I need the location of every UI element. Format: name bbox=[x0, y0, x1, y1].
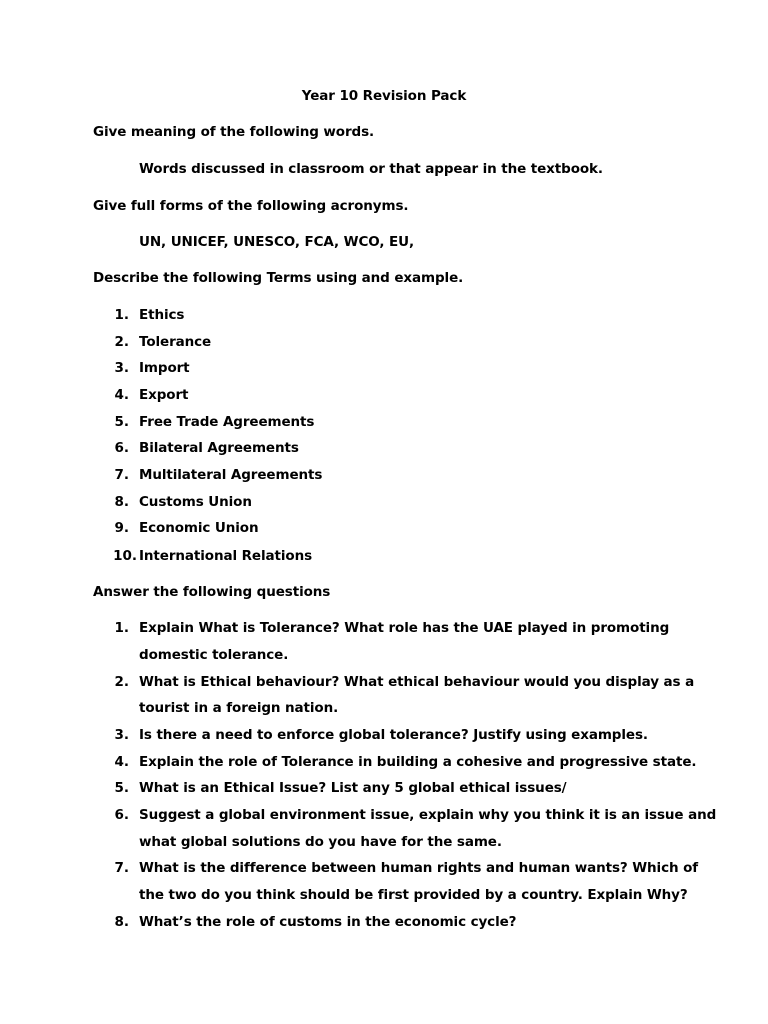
question-text: What’s the role of customs in the economic cycle? bbox=[139, 914, 517, 930]
terms-heading: Describe the following Terms using and example. bbox=[93, 270, 464, 286]
questions-heading: Answer the following questions bbox=[93, 584, 331, 600]
acronyms-heading: Give full forms of the following acronyms. bbox=[93, 198, 409, 214]
term-number: 6. bbox=[114, 440, 129, 456]
question-number: 2. bbox=[114, 674, 129, 690]
term-number: 3. bbox=[114, 360, 129, 376]
question-number: 5. bbox=[114, 780, 129, 796]
question-number: 1. bbox=[114, 620, 129, 636]
term-text: Import bbox=[139, 360, 190, 376]
term-text: Tolerance bbox=[139, 334, 212, 350]
term-number: 1. bbox=[114, 307, 129, 323]
question-text: What is an Ethical Issue? List any 5 global ethical issues/ bbox=[139, 780, 567, 796]
term-text: Multilateral Agreements bbox=[139, 467, 323, 483]
question-text: Suggest a global environment issue, explain why you think it is an issue and bbox=[139, 807, 717, 823]
question-text: Explain What is Tolerance? What role has the UAE played in promoting bbox=[139, 620, 670, 636]
meanings-body: Words discussed in classroom or that appear in the textbook. bbox=[139, 161, 603, 177]
term-number: 8. bbox=[114, 494, 129, 510]
question-text-continued: domestic tolerance. bbox=[139, 647, 289, 663]
term-text: Economic Union bbox=[139, 520, 259, 536]
meanings-heading: Give meaning of the following words. bbox=[93, 124, 375, 140]
term-text: Free Trade Agreements bbox=[139, 414, 315, 430]
question-number: 3. bbox=[114, 727, 129, 743]
term-number: 10. bbox=[113, 548, 137, 564]
term-text: Ethics bbox=[139, 307, 185, 323]
term-text: Export bbox=[139, 387, 189, 403]
term-number: 5. bbox=[114, 414, 129, 430]
question-text: Is there a need to enforce global tolerance? Justify using examples. bbox=[139, 727, 648, 743]
term-number: 9. bbox=[114, 520, 129, 536]
term-number: 7. bbox=[114, 467, 129, 483]
question-text-continued: what global solutions do you have for the same. bbox=[139, 834, 502, 850]
question-text-continued: the two do you think should be first provided by a country. Explain Why? bbox=[139, 887, 688, 903]
question-number: 6. bbox=[114, 807, 129, 823]
document-title: Year 10 Revision Pack bbox=[301, 88, 467, 104]
question-text: What is the difference between human rights and human wants? Which of bbox=[139, 860, 699, 876]
term-number: 4. bbox=[114, 387, 129, 403]
term-text: Customs Union bbox=[139, 494, 252, 510]
question-text-continued: tourist in a foreign nation. bbox=[139, 700, 339, 716]
question-text: What is Ethical behaviour? What ethical behaviour would you display as a bbox=[139, 674, 695, 690]
question-number: 4. bbox=[114, 754, 129, 770]
question-number: 8. bbox=[114, 914, 129, 930]
acronyms-body: UN, UNICEF, UNESCO, FCA, WCO, EU, bbox=[139, 234, 414, 250]
question-number: 7. bbox=[114, 860, 129, 876]
term-text: Bilateral Agreements bbox=[139, 440, 299, 456]
term-text: International Relations bbox=[139, 548, 313, 564]
question-text: Explain the role of Tolerance in building a cohesive and progressive state. bbox=[139, 754, 697, 770]
term-number: 2. bbox=[114, 334, 129, 350]
